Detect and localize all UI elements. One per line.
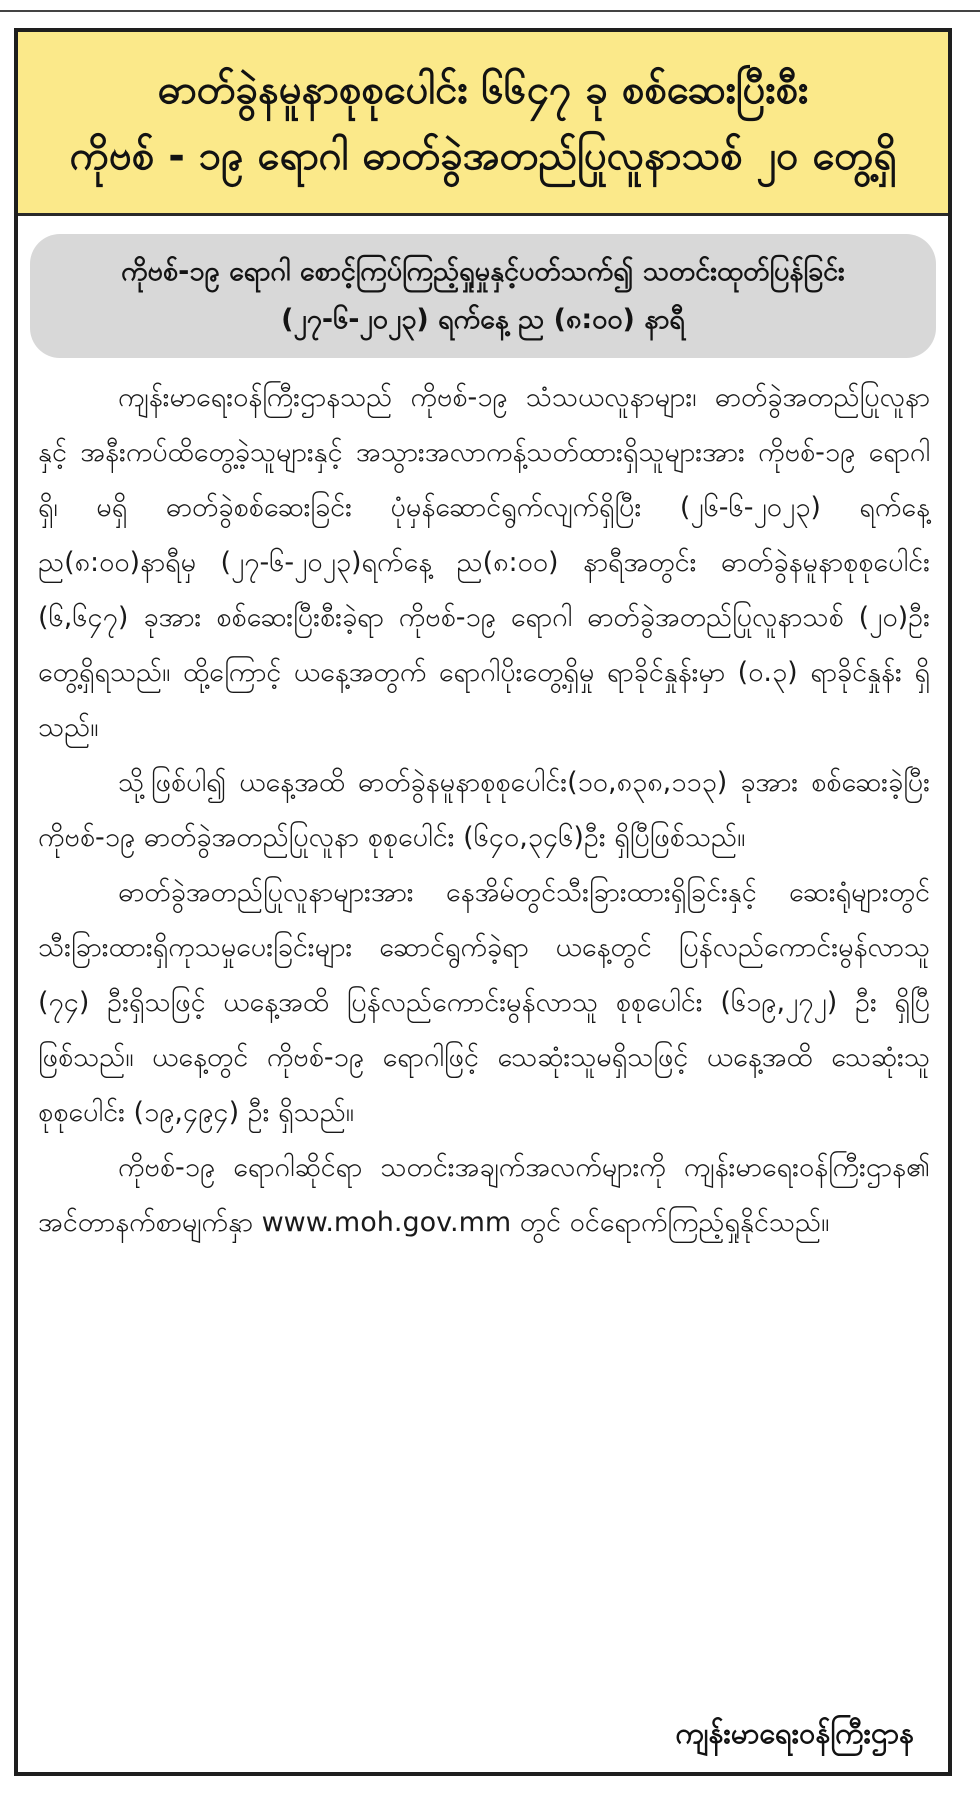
headline-line-1: ဓာတ်ခွဲနမူနာစုစုပေါင်း ၆၆၄၇ ခု စစ်ဆေးပြီးစီး [157, 66, 809, 113]
article-body [38, 370, 930, 1250]
subheading-line-2: (၂၇-၆-၂၀၂၃) ရက်နေ့ ည (၈:၀၀) နာရီ [281, 304, 685, 335]
ministry-signature: ကျန်းမာရေးဝန်ကြီးဌာန [675, 1716, 914, 1750]
top-rule [0, 10, 980, 12]
subheading-banner [30, 234, 936, 358]
headline-line-2: ကိုဗစ် - ၁၉ ရောဂါ ဓာတ်ခွဲအတည်ပြုလူနာသစ် ၂၀ တွေ့ရှိ [69, 132, 897, 179]
body-paragraph-2: သို့ဖြစ်ပါ၍ ယနေ့အထိ ဓာတ်ခွဲနမူနာစုစုပေါင်း(၁၀,၈၃၈,၁၁၃) ခုအား စစ်ဆေးခဲ့ပြီး ကိုဗစ်-၁၉ ဓာတ်ခွဲအတည်ပြုလူနာ စုစုပေါင်း (၆၄၀,၃၄၆)ဦး ရှိပြီဖြစ်သည်။ [38, 767, 930, 853]
news-article-frame [14, 28, 952, 1776]
body-paragraph-3: ဓာတ်ခွဲအတည်ပြုလူနာများအား နေအိမ်တွင်သီးခြားထားရှိခြင်းနှင့် ဆေးရုံများတွင် သီးခြားထားရှိကုသမှုပေးခြင်းများ ဆောင်ရွက်ခဲ့ရာ ယနေ့တွင် ပြန်လည်ကောင်းမွန်လာသူ (၇၄) ဦးရှိသဖြင့် ယနေ့အထိ ပြန်လည်ကောင်းမွန်လာသူ စုစုပေါင်း (၆၁၉,၂၇၂) ဦး ရှိပြီဖြစ်သည်။ ယနေ့တွင် ကိုဗစ်-၁၉ ရောဂါဖြင့် သေဆုံးသူမရှိသဖြင့် ယနေ့အထိ သေဆုံးသူစုစုပေါင်း (၁၉,၄၉၄) ဦး ရှိသည်။ [38, 877, 930, 1128]
body-paragraph-4: ကိုဗစ်-၁၉ ရောဂါဆိုင်ရာ သတင်းအချက်အလက်များကို ကျန်းမာရေးဝန်ကြီးဌာန၏ အင်တာနက်စာမျက်နှာ www.moh.gov.mm တွင် ဝင်ရောက်ကြည့်ရှုနိုင်သည်။ [38, 1152, 930, 1238]
headline-banner [18, 32, 948, 216]
subheading-line-1: ကိုဗစ်-၁၉ ရောဂါ စောင့်ကြပ်ကြည့်ရှုမှုနှင့်ပတ်သက်၍ သတင်းထုတ်ပြန်ခြင်း [121, 256, 845, 287]
body-paragraph-1: ကျန်းမာရေးဝန်ကြီးဌာနသည် ကိုဗစ်-၁၉ သံသယလူနာများ၊ ဓာတ်ခွဲအတည်ပြုလူနာနှင့် အနီးကပ်ထိတွေ့ခဲ့သူများနှင့် အသွားအလာကန့်သတ်ထားရှိသူများအား ကိုဗစ်-၁၉ ရောဂါ ရှိ၊ မရှိ ဓာတ်ခွဲစစ်ဆေးခြင်း ပုံမှန်ဆောင်ရွက်လျက်ရှိပြီး (၂၆-၆-၂၀၂၃) ရက်နေ့ ည(၈:၀၀)နာရီမှ (၂၇-၆-၂၀၂၃)ရက်နေ့ ည(၈:၀၀) နာရီအတွင်း ဓာတ်ခွဲနမူနာစုစုပေါင်း (၆,၆၄၇) ခုအား စစ်ဆေးပြီးစီးခဲ့ရာ ကိုဗစ်-၁၉ ရောဂါ ဓာတ်ခွဲအတည်ပြုလူနာသစ် (၂၀)ဦး တွေ့ရှိရသည်။ ထို့ကြောင့် ယနေ့အတွက် ရောဂါပိုးတွေ့ရှိမှု ရာခိုင်နှုန်းမှာ (၀.၃) ရာခိုင်နှုန်း ရှိသည်။ [38, 382, 930, 743]
